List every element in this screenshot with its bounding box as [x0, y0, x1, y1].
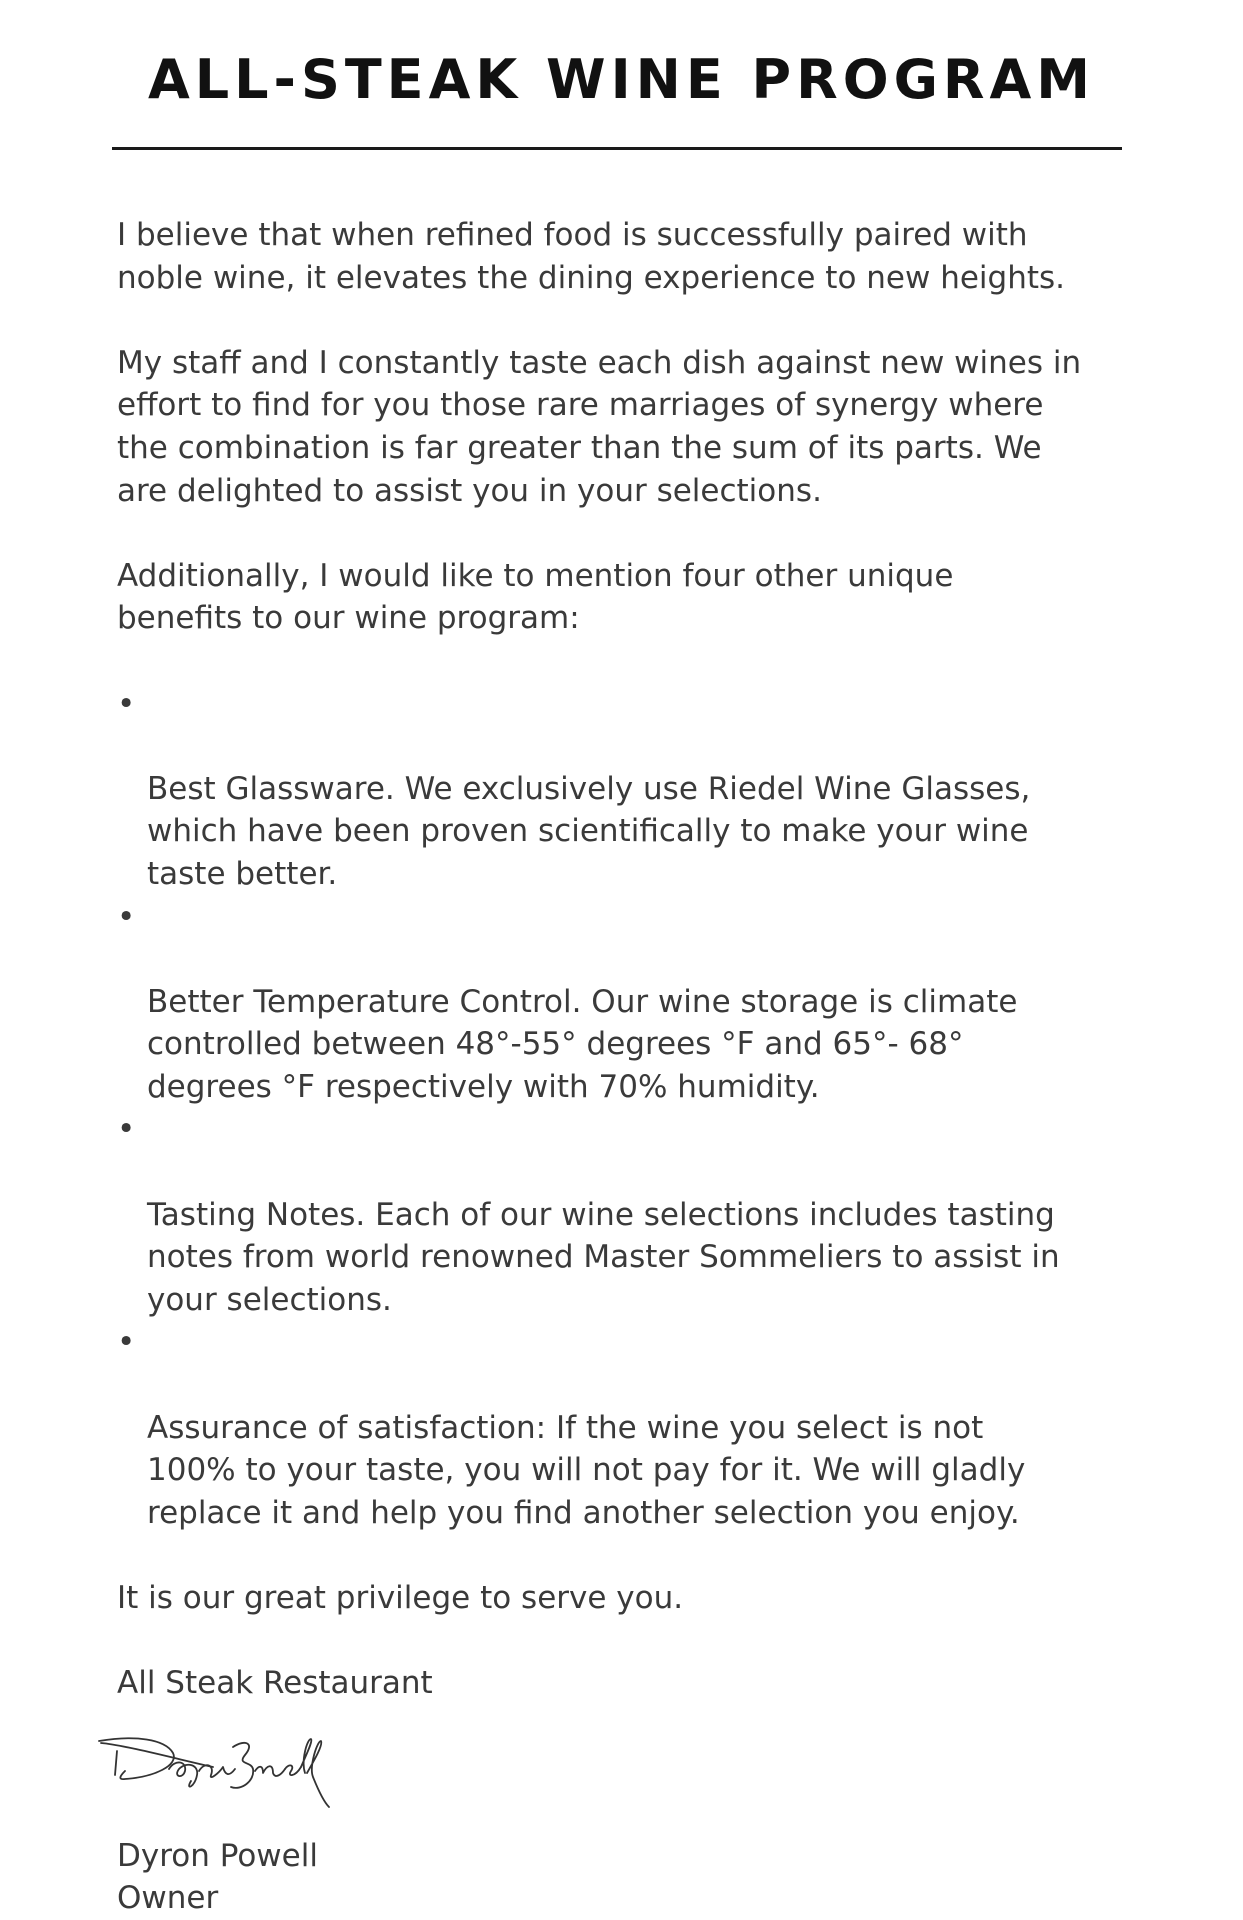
- benefits-intro-paragraph: Additionally, I would like to mention four other unique benefits to our wine program:: [117, 557, 954, 637]
- signature-icon: [95, 1731, 365, 1821]
- list-item: [117, 896, 1147, 1109]
- benefit-satisfaction: Assurance of satisfaction: If the wine you select is not 100% to your taste, you will not pay for it. We will gladly replace it and help you find another selection you enjoy.: [147, 1409, 1026, 1531]
- benefits-list: [117, 683, 1147, 1535]
- list-item: [117, 1321, 1147, 1534]
- intro-paragraph: I believe that when refined food is successfully paired with noble wine, it elevates the dining experience to new heights.: [117, 217, 1066, 296]
- benefit-temperature: Better Temperature Control. Our wine storage is climate controlled between 48°-55° degrees °F and 65°- 68° degrees °F respectively with 70% humidity.: [147, 983, 1018, 1105]
- letter-body: [117, 214, 1147, 1920]
- signer-title: Owner: [117, 1880, 219, 1917]
- staff-paragraph: My staff and I constantly taste each dish against new wines in effort to find for you those rare marriages of synergy where the combination is far greater than the sum of its parts. We are delighted to assist you in your selections.: [117, 344, 1082, 509]
- benefit-tasting-notes: Tasting Notes. Each of our wine selections includes tasting notes from world renowned Master Sommeliers to assist in your selections.: [147, 1196, 1060, 1318]
- bullet-icon: •: [117, 685, 136, 722]
- bullet-icon: •: [117, 898, 136, 935]
- restaurant-name: All Steak Restaurant: [117, 1665, 433, 1702]
- signer-name: Dyron Powell: [117, 1837, 318, 1874]
- page-title: ALL-STEAK WINE PROGRAM: [147, 48, 1096, 111]
- closing-line: It is our great privilege to serve you.: [117, 1580, 684, 1616]
- bullet-icon: •: [117, 1324, 136, 1361]
- list-item: [117, 683, 1147, 896]
- list-item: [117, 1108, 1147, 1321]
- benefit-glassware: Best Glassware. We exclusively use Riedel Wine Glasses, which have been proven scientifically to make your wine taste better.: [147, 770, 1031, 892]
- bullet-icon: •: [117, 1111, 136, 1148]
- title-divider: [112, 147, 1122, 150]
